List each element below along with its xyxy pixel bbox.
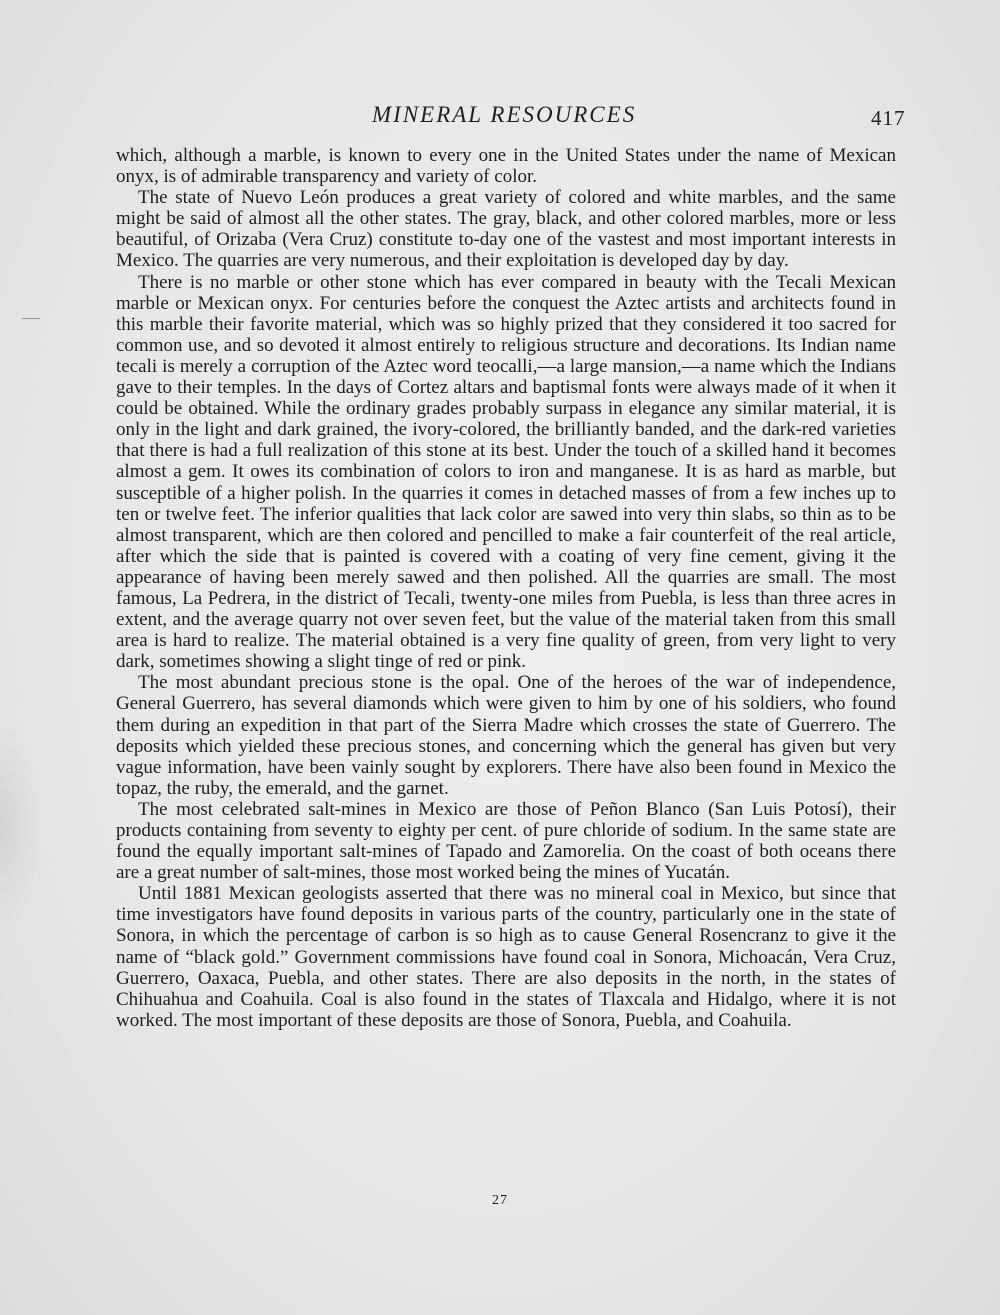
paragraph-nuevo-leon-marbles: The state of Nuevo León produces a great variety of colored and white marbles, and the same might be said of almost all the other states. The gray, black, and other colored marbles, more or less beautiful, of Orizaba (Vera Cruz) constitute to-day one of the vastest and most important interests in Mexico. The quarries are very numerous, and their exploitation is developed day by day. xyxy=(116,187,896,272)
paragraph-coal: Until 1881 Mexican geologists asserted that there was no mineral coal in Mexico, but since that time investigators have found deposits in various parts of the country, particularly one in the state of Sonora, in which the percentage of carbon is so high as to cause General Rosencranz to give it the name of “black gold.” Government commissions have found coal in Sonora, Michoacán, Vera Cruz, Guerrero, Oaxaca, Puebla, and other states. There are also deposits in the north, in the states of Chihuahua and Coahuila. Coal is also found in the states of Tlaxcala and Hidalgo, where it is not worked. The most important of these deposits are those of Sonora, Puebla, and Coahuila. xyxy=(116,883,896,1031)
page-number: 417 xyxy=(871,106,906,130)
signature-mark: 27 xyxy=(492,1193,508,1208)
margin-pencil-mark xyxy=(22,318,40,319)
paragraph-salt-mines: The most celebrated salt-mines in Mexico are those of Peñon Blanco (San Luis Potosí), their products containing from seventy to eighty per cent. of pure chloride of sodium. In the same state are found the equally important salt-mines of Tapado and Zamorelia. On the coast of both oceans there are a great number of salt-mines, those most worked being the mines of Yucatán. xyxy=(116,798,896,884)
body-text xyxy=(116,145,896,1031)
paragraph-continued: which, although a marble, is known to every one in the United States under the name of Mexican onyx, is of admirable transparency and variety of color. xyxy=(116,145,896,188)
running-title: MINERAL RESOURCES xyxy=(372,102,637,127)
paragraph-tecali-onyx: There is no marble or other stone which has ever compared in beauty with the Tecali Mexican marble or Mexican onyx. For centuries before the conquest the Aztec artists and architects found in this marble their favorite material, which was so highly prized that they considered it too sacred for common use, and so devoted it almost entirely to religious structure and decorations. Its Indian name tecali is merely a corruption of the Aztec word teocalli,—a large mansion,—a name which the Indians gave to their temples. In the days of Cortez altars and baptismal fonts were always made of it when it could be obtained. While the ordinary grades probably surpass in elegance any similar material, it is only in the light and dark grained, the ivory-colored, the brilliantly banded, and the dark-red varieties that there is had a full realization of this stone at its best. Under the touch of a skilled hand it becomes almost a gem. It owes its combination of colors to iron and manganese. It is as hard as marble, but susceptible of a higher polish. In the quarries it comes in detached masses of from a few inches up to ten or twelve feet. The inferior qualities that lack color are sawed into very thin slabs, so thin as to be almost transparent, which are then colored and pencilled to make a fair counterfeit of the real article, after which the side that is painted is covered with a coating of very fine cement, giving it the appearance of having been merely sawed and then polished. All the quarries are small. The most famous, La Pedrera, in the district of Tecali, twenty-one miles from Puebla, is less than three acres in extent, and the average quarry not over seven feet, but the value of the material taken from this small area is hard to realize. The material obtained is a very fine quality of green, from very light to very dark, sometimes showing a slight tinge of red or pink. xyxy=(116,271,896,673)
paragraph-precious-stones: The most abundant precious stone is the opal. One of the heroes of the war of independence, General Guerrero, has several diamonds which were given to him by one of his soldiers, who found them during an expedition in that part of the Sierra Madre which crosses the state of Guerrero. The deposits which yielded these precious stones, and concerning which the general has given but very vague information, have been vainly sought by explorers. There have also been found in Mexico the topaz, the ruby, the emerald, and the garnet. xyxy=(116,672,896,799)
page-edge-stain xyxy=(0,720,42,930)
page-header xyxy=(0,102,1000,136)
